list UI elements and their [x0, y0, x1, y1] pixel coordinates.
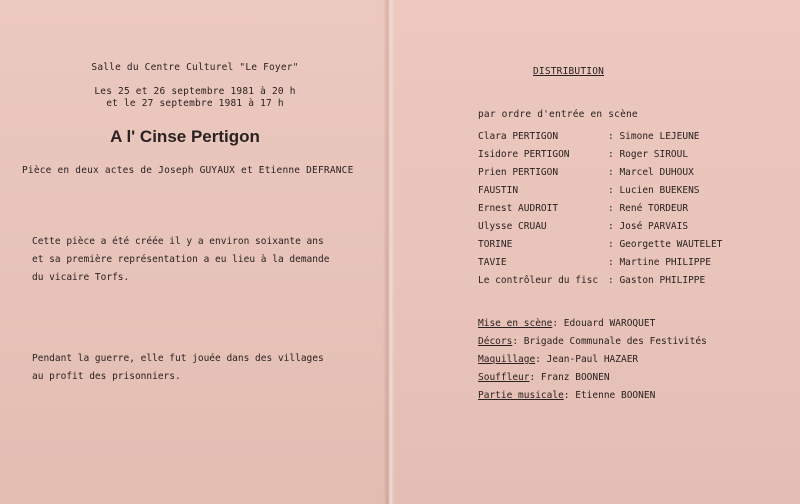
- cast-actor: : José PARVAIS: [608, 221, 689, 232]
- order-note: par ordre d'entrée en scène: [478, 109, 638, 120]
- crew-row: [478, 372, 610, 383]
- paragraph-creation: [32, 233, 329, 287]
- paragraph-creation-line-2: et sa première représentation a eu lieu à la demande: [32, 254, 330, 265]
- cast-role: TAVIE: [478, 257, 507, 268]
- cast-role: Prien PERTIGON: [478, 167, 559, 178]
- crew-value: : Brigade Communale des Festivités: [512, 336, 707, 347]
- cast-row: [478, 167, 694, 178]
- cast-row: [478, 185, 700, 196]
- crew-row: [478, 390, 655, 401]
- paragraph-war-line-2: au profit des prisonniers.: [32, 371, 181, 382]
- crew-label: Maquillage: [478, 354, 536, 365]
- crew-value: : Franz BOONEN: [529, 372, 610, 383]
- dates-line-2: et le 27 septembre 1981 à 17 h: [106, 98, 284, 109]
- cast-role: Ernest AUDROIT: [478, 203, 559, 214]
- dates-line-1: Les 25 et 26 septembre 1981 à 20 h: [94, 86, 296, 97]
- crew-value: : Jean-Paul HAZAER: [535, 354, 639, 365]
- cast-role: FAUSTIN: [478, 185, 519, 196]
- paragraph-creation-line-1: Cette pièce a été créée il y a environ soixante ans: [32, 236, 324, 247]
- crew-value: : Edouard WAROQUET: [552, 318, 656, 329]
- cast-row: [478, 239, 722, 250]
- venue-line: Salle du Centre Culturel "Le Foyer": [91, 62, 299, 73]
- cast-role: Le contrôleur du fisc: [478, 275, 599, 286]
- cast-actor: : Lucien BUEKENS: [608, 185, 700, 196]
- cast-row: [478, 131, 700, 142]
- crew-label: Souffleur: [478, 372, 530, 383]
- paragraph-war: [32, 350, 324, 386]
- crew-label: Partie musicale: [478, 390, 564, 401]
- crew-row: [478, 318, 655, 329]
- page-fold: [383, 0, 395, 504]
- cast-role: Isidore PERTIGON: [478, 149, 570, 160]
- cast-row: [478, 257, 711, 268]
- crew-value: : Etienne BOONEN: [563, 390, 656, 401]
- cast-actor: : Roger SIROUL: [608, 149, 689, 160]
- cast-actor: : Simone LEJEUNE: [608, 131, 700, 142]
- play-title: A l' Cinse Pertigon: [110, 127, 260, 146]
- crew-label: Mise en scène: [478, 318, 553, 329]
- paragraph-war-line-1: Pendant la guerre, elle fut jouée dans des villages: [32, 353, 324, 364]
- cast-actor: : Gaston PHILIPPE: [608, 275, 706, 286]
- cast-row: [478, 149, 688, 160]
- cast-actor: : Marcel DUHOUX: [608, 167, 694, 178]
- cast-role: Clara PERTIGON: [478, 131, 559, 142]
- cast-actor: : Martine PHILIPPE: [608, 257, 711, 268]
- crew-row: [478, 354, 638, 365]
- cast-row: [478, 203, 688, 214]
- cast-actor: : René TORDEUR: [608, 203, 689, 214]
- cast-row: [478, 221, 688, 232]
- distribution-heading: DISTRIBUTION: [533, 66, 605, 77]
- cast-row: [478, 275, 705, 286]
- cast-role: TORINE: [478, 239, 513, 250]
- crew-row: [478, 336, 707, 347]
- cast-role: Ulysse CRUAU: [478, 221, 547, 232]
- paragraph-creation-line-3: du vicaire Torfs.: [32, 272, 130, 283]
- cast-actor: : Georgette WAUTELET: [608, 239, 723, 250]
- crew-label: Décors: [478, 336, 513, 347]
- play-subtitle: Pièce en deux actes de Joseph GUYAUX et Etienne DEFRANCE: [22, 165, 354, 176]
